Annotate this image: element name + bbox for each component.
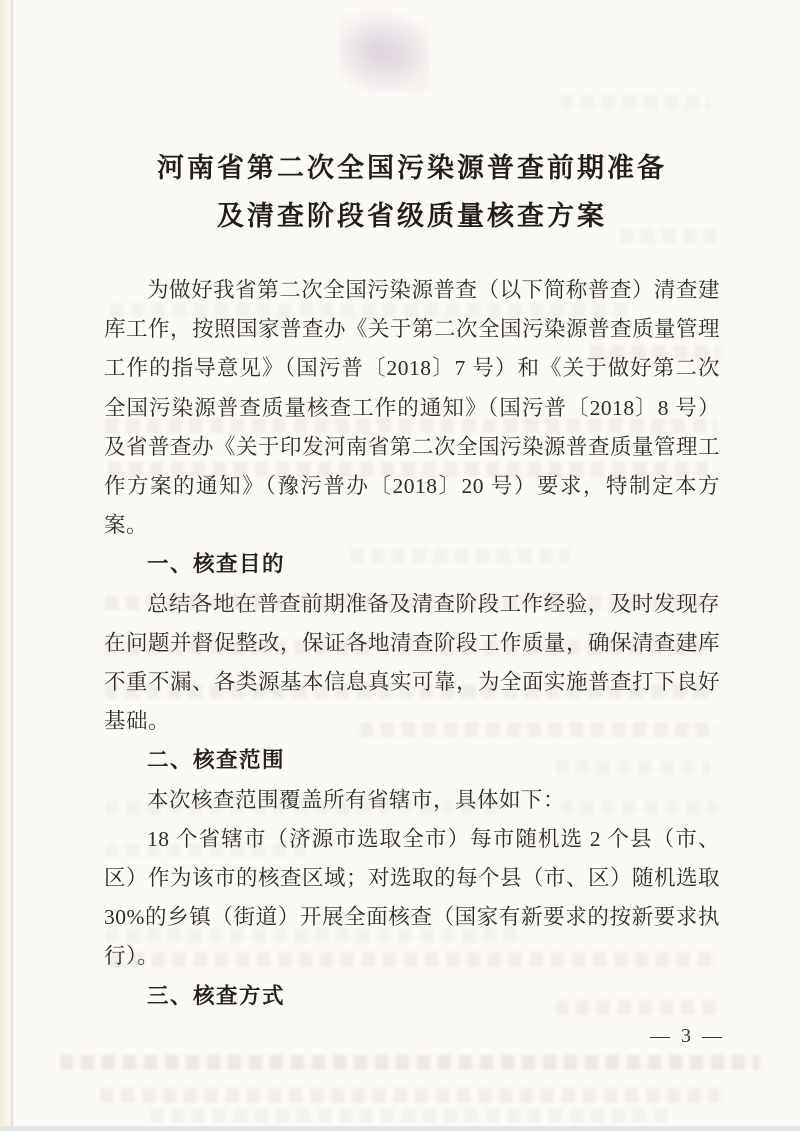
paragraph-purpose: 总结各地在普查前期准备及清查阶段工作经验，及时发现存在问题并督促整改，保证各地清查阶段工作质量，确保清查建库不重不漏、各类源基本信息真实可靠，为全面实施普查打下良好基础。: [104, 591, 721, 734]
page-number: — 3 —: [650, 1025, 725, 1047]
scan-bottom-edge: [0, 1126, 800, 1131]
document-content: [104, 0, 720, 1016]
title-line-2: 及清查阶段省级质量核查方案: [217, 201, 607, 231]
section-heading-3: 三、核查方式: [147, 983, 286, 1008]
title-line-1: 河南省第二次全国污染源普查前期准备: [157, 153, 667, 183]
section-heading-2: 二、核查范围: [147, 748, 286, 773]
scan-left-edge-line: [11, 0, 13, 1131]
bleedthrough-smudge: [60, 1055, 760, 1070]
paragraph-scope-intro: 本次核查范围覆盖所有省辖市，具体如下：: [147, 787, 566, 812]
section-heading-1: 一、核查目的: [147, 552, 286, 577]
paragraph-scope-detail: 18 个省辖市（济源市选取全市）每市随机选 2 个县（市、区）作为该市的核查区域；对选取的每个县（市、区）随机选取30%的乡镇（街道）开展全面核查（国家有新要求的按新要求执行）。: [104, 826, 721, 969]
document-body: [104, 271, 720, 1016]
paragraph-intro: 为做好我省第二次全国污染源普查（以下简称普查）清查建库工作，按照国家普查办《关于第二次全国污染源普查质量管理工作的指导意见》（国污普〔2018〕7 号）和《关于做好第二次全国污染源普查质量核查工作的通知》（国污普〔2018〕8 号）及省普查办《关于印发河南省第二次全国污染源普查质量管理工作方案的通知》（豫污普办〔2018〕20 号）要求，特制定本方案。: [104, 278, 721, 538]
document-title: [104, 144, 720, 240]
bleedthrough-smudge: [100, 1088, 720, 1103]
bleedthrough-smudge: [150, 1108, 670, 1123]
